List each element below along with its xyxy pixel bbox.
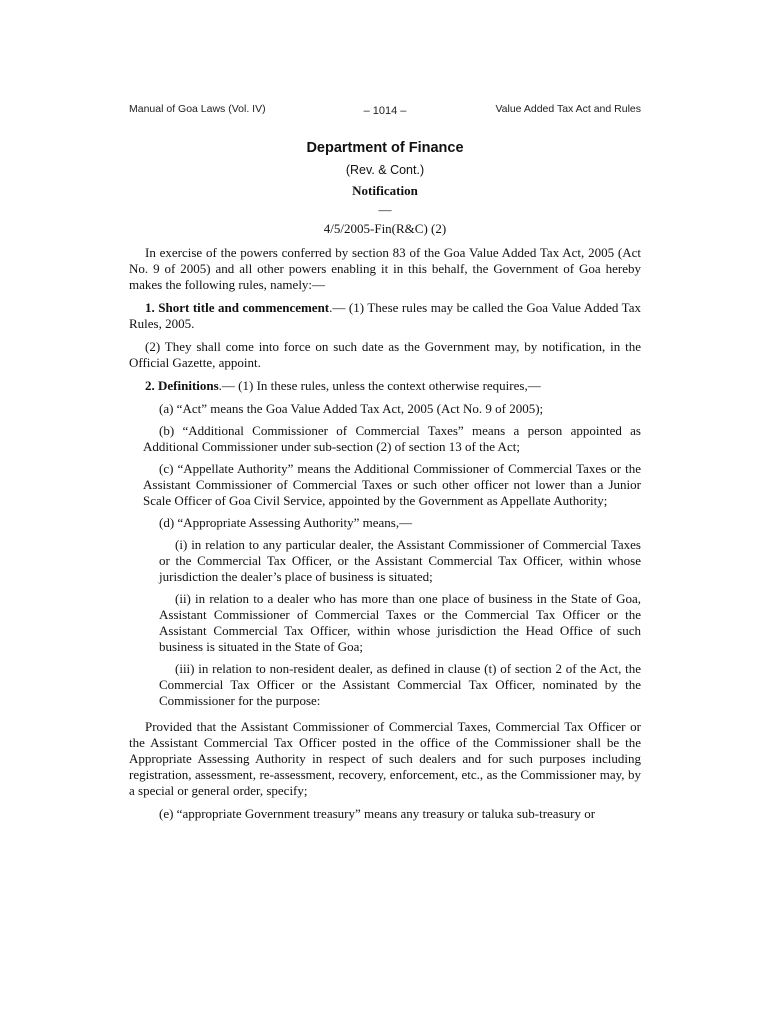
definition-d: (d) “Appropriate Assessing Authority” means,— (159, 515, 413, 530)
header-volume: Manual of Goa Laws (Vol. IV) (129, 103, 266, 115)
definition-c: (c) “Appellate Authority” means the Additional Commissioner of Commercial Taxes or the Assistant Commissioner of Commercial Taxes or such other officer not lower than a Junior Scale Officer of Goa Civil Service, appointed by the Government as Appellate Authority; (143, 461, 641, 508)
definition-e: (e) “appropriate Government treasury” means any treasury or taluka sub-treasury or (159, 806, 596, 821)
definition-a: (a) “Act” means the Goa Value Added Tax Act, 2005 (Act No. 9 of 2005); (159, 401, 544, 416)
rule-1 (129, 300, 641, 332)
notification-heading: Notification (352, 183, 418, 198)
intro-paragraph: In exercise of the powers conferred by section 83 of the Goa Value Added Tax Act, 2005 (Act No. 9 of 2005) and all other powers enabling it in this behalf, the Government of Goa hereby makes the following rules, namely:— (129, 245, 641, 292)
page-number: – 1014 – (363, 105, 407, 117)
rule-2 (129, 378, 641, 394)
proviso-paragraph: Provided that the Assistant Commissioner of Commercial Taxes, Commercial Tax Officer or the Assistant Commercial Tax Officer posted in the office of the Commissioner shall be the Appropriate Assessing Authority in respect of such dealers and for such purposes including registration, assessment, re-assessment, recovery, enforcement, etc., as the Commissioner may, by a special or general order, specify; (129, 719, 641, 798)
notification-reference: 4/5/2005-Fin(R&C) (2) (323, 221, 447, 236)
running-header (129, 103, 641, 119)
header-section: Value Added Tax Act and Rules (495, 103, 641, 115)
definition-d-i: (i) in relation to any particular dealer, the Assistant Commissioner of Commercial Taxes or the Commercial Tax Officer, or the Assistant Commercial Tax Officer, within whose jurisdiction the dealer’s place of business is situated; (159, 537, 641, 584)
separator-dash: — (378, 202, 392, 217)
definition-d-ii: (ii) in relation to a dealer who has more than one place of business in the State of Goa, Assistant Commissioner of Commercial Taxes or the Commercial Tax Officer or the Assistant Commercial Tax Officer, within whose jurisdiction the Head Office of such business is situated in the State of Goa; (159, 591, 641, 654)
rule-2-heading: 2. Definitions (145, 378, 219, 393)
document-body (129, 137, 641, 828)
department-title: Department of Finance (306, 140, 464, 156)
revision-subtitle: (Rev. & Cont.) (345, 163, 425, 177)
rule-1-text: .— (1) These rules may be called the Goa Value Added Tax Rules, 2005. (129, 300, 641, 331)
definition-b: (b) “Additional Commissioner of Commercial Taxes” means a person appointed as Additional Commissioner under sub-section (2) of section 13 of the Act; (143, 423, 641, 454)
definition-d-iii: (iii) in relation to non-resident dealer, as defined in clause (t) of section 2 of the Act, the Commercial Tax Officer or the Assistant Commercial Tax Officer, nominated by the Commissioner for the purpose: (159, 661, 641, 708)
rule-1-subrule-2: (2) They shall come into force on such date as the Government may, by notification, in the Official Gazette, appoint. (129, 339, 641, 370)
rule-1-heading: 1. Short title and commencement (145, 300, 330, 315)
rule-2-text: .— (1) In these rules, unless the context otherwise requires,— (218, 378, 541, 393)
